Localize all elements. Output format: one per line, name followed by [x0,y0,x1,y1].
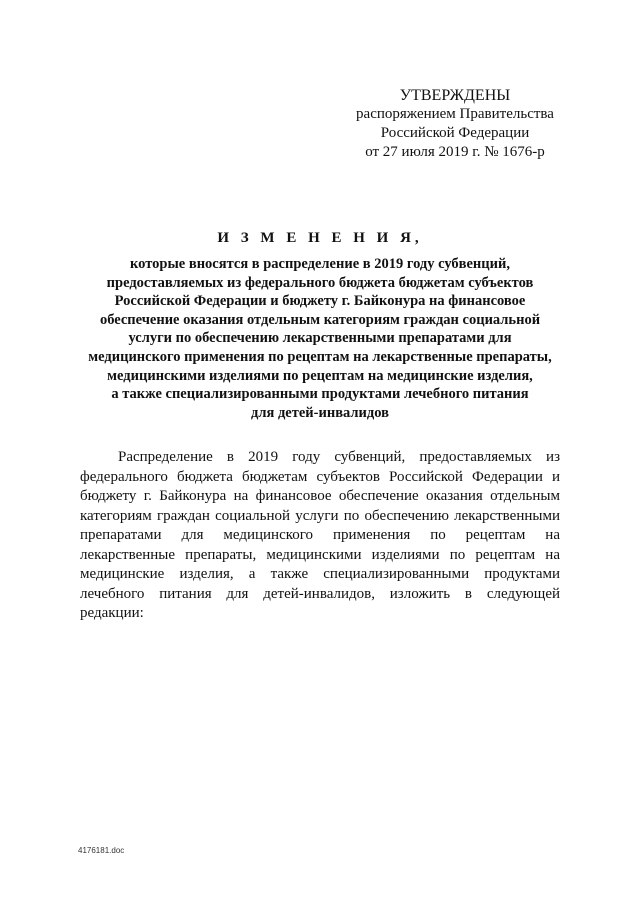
subtitle-line: предоставляемых из федерального бюджета бюджетам субъектов [106,274,534,291]
file-reference: 4176181.doc [78,846,125,855]
subtitle-line: а также специализированными продуктами лечебного питания [111,386,529,403]
document-subtitle [50,255,590,422]
subtitle-line: медицинского применения по рецептам на лекарственные препараты, [88,348,552,365]
subtitle-line: которые вносятся в распределение в 2019 году субвенций, [130,256,510,272]
subtitle-line: для детей-инвалидов [251,404,389,421]
subtitle-line: Российской Федерации и бюджету г. Байконура на финансовое [114,293,526,310]
approval-line: Российской Федерации [380,125,530,141]
subtitle-line: услуги по обеспечению лекарственными препаратами для [128,330,512,347]
approval-heading: УТВЕРЖДЕНЫ [399,87,511,104]
subtitle-line: обеспечение оказания отдельным категориям граждан социальной [99,311,541,328]
body-paragraph-block [80,448,560,624]
subtitle-line: медицинскими изделиями по рецептам на медицинские изделия, [107,367,533,384]
approval-date-number: от 27 июля 2019 г. № 1676-р [365,144,545,160]
body-paragraph: Распределение в 2019 году субвенций, предоставляемых из федерального бюджета бюджетам субъектов Российской Федерации и бюджету г. Байконура на финансовое обеспечение оказания отдельным категориям граждан социальной услуги по обеспечению лекарственными препаратами для медицинского применения по рецептам на лекарственные препараты, медицинскими изделиями по рецептам на медицинские изделия, а также специализированными продуктами лечебного питания для детей-инвалидов, изложить в следующей редакции: [80,449,560,621]
approval-line: распоряжением Правительства [356,106,554,122]
document-title: И З М Е Н Е Н И Я, [217,230,423,246]
approval-block [340,86,570,162]
